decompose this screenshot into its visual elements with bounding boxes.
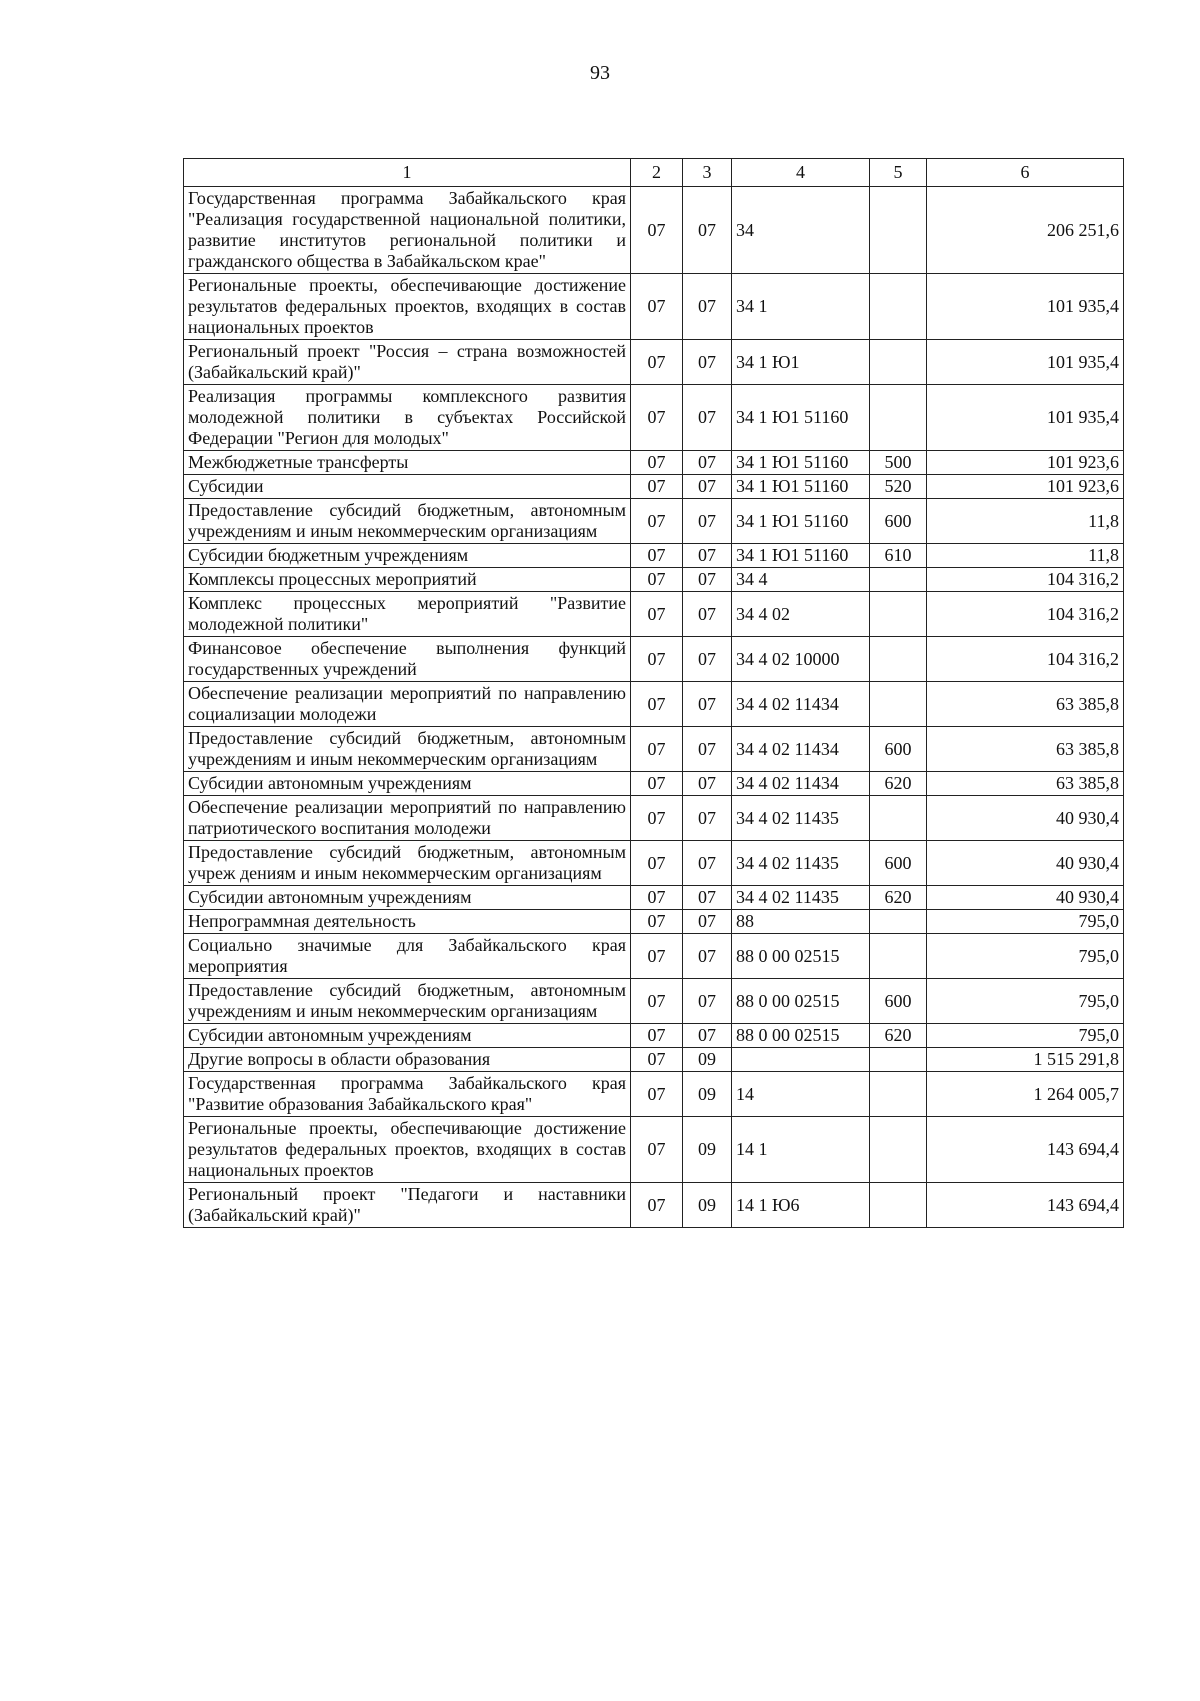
expense-type-cell [870, 568, 927, 592]
target-article-cell: 34 4 02 11434 [732, 727, 870, 772]
subsection-code-cell: 07 [683, 475, 732, 499]
section-code-cell: 07 [631, 592, 683, 637]
amount-cell: 795,0 [927, 979, 1124, 1024]
amount-cell: 63 385,8 [927, 772, 1124, 796]
expense-type-cell [870, 274, 927, 340]
target-article-cell: 34 1 Ю1 51160 [732, 544, 870, 568]
section-code-cell: 07 [631, 1024, 683, 1048]
subsection-code-cell: 07 [683, 1024, 732, 1048]
target-article-cell: 34 4 02 11435 [732, 841, 870, 886]
table-row [184, 568, 1124, 592]
subsection-code-cell: 07 [683, 772, 732, 796]
target-article-cell: 34 1 Ю1 51160 [732, 385, 870, 451]
column-header: 5 [870, 159, 927, 187]
expense-type-cell: 500 [870, 451, 927, 475]
table-row [184, 385, 1124, 451]
amount-cell: 101 935,4 [927, 274, 1124, 340]
section-code-cell: 07 [631, 772, 683, 796]
amount-cell: 63 385,8 [927, 682, 1124, 727]
table-row [184, 592, 1124, 637]
table-row [184, 274, 1124, 340]
expense-type-cell: 600 [870, 979, 927, 1024]
target-article-cell: 88 0 00 02515 [732, 1024, 870, 1048]
column-header: 4 [732, 159, 870, 187]
subsection-code-cell: 07 [683, 568, 732, 592]
table-row [184, 682, 1124, 727]
section-code-cell: 07 [631, 841, 683, 886]
target-article-cell [732, 1048, 870, 1072]
subsection-code-cell: 07 [683, 187, 732, 274]
table-row [184, 475, 1124, 499]
row-name-cell: Региональный проект "Россия – страна возможностей (Забайкальский край)" [184, 340, 631, 385]
amount-cell: 143 694,4 [927, 1117, 1124, 1183]
subsection-code-cell: 07 [683, 979, 732, 1024]
expense-type-cell [870, 1072, 927, 1117]
section-code-cell: 07 [631, 910, 683, 934]
target-article-cell: 88 [732, 910, 870, 934]
row-name-cell: Субсидии автономным учреждениям [184, 886, 631, 910]
section-code-cell: 07 [631, 1072, 683, 1117]
row-name-cell: Комплекс процессных мероприятий "Развитие молодежной политики" [184, 592, 631, 637]
table-row [184, 910, 1124, 934]
amount-cell: 143 694,4 [927, 1183, 1124, 1228]
table-body [184, 187, 1124, 1228]
amount-cell: 101 935,4 [927, 340, 1124, 385]
table-row [184, 886, 1124, 910]
amount-cell: 101 923,6 [927, 475, 1124, 499]
row-name-cell: Обеспечение реализации мероприятий по направлению патриотического воспитания молодежи [184, 796, 631, 841]
table-row [184, 544, 1124, 568]
row-name-cell: Реализация программы комплексного развития молодежной политики в субъектах Российской Федерации "Регион для молодых" [184, 385, 631, 451]
target-article-cell: 34 4 02 11435 [732, 886, 870, 910]
subsection-code-cell: 07 [683, 682, 732, 727]
amount-cell: 1 515 291,8 [927, 1048, 1124, 1072]
target-article-cell: 34 4 02 [732, 592, 870, 637]
table-row [184, 841, 1124, 886]
amount-cell: 101 923,6 [927, 451, 1124, 475]
target-article-cell: 88 0 00 02515 [732, 979, 870, 1024]
expense-type-cell [870, 340, 927, 385]
section-code-cell: 07 [631, 499, 683, 544]
subsection-code-cell: 07 [683, 910, 732, 934]
row-name-cell: Предоставление субсидий бюджетным, автономным учреж дениям и иным некоммерческим организациям [184, 841, 631, 886]
amount-cell: 795,0 [927, 910, 1124, 934]
row-name-cell: Финансовое обеспечение выполнения функций государственных учреждений [184, 637, 631, 682]
amount-cell: 206 251,6 [927, 187, 1124, 274]
expense-type-cell [870, 1183, 927, 1228]
expense-type-cell: 600 [870, 841, 927, 886]
budget-table [183, 158, 1124, 1228]
section-code-cell: 07 [631, 274, 683, 340]
subsection-code-cell: 07 [683, 385, 732, 451]
section-code-cell: 07 [631, 544, 683, 568]
amount-cell: 101 935,4 [927, 385, 1124, 451]
row-name-cell: Предоставление субсидий бюджетным, автономным учреждениям и иным некоммерческим организациям [184, 727, 631, 772]
target-article-cell: 14 1 [732, 1117, 870, 1183]
table-row [184, 187, 1124, 274]
subsection-code-cell: 07 [683, 727, 732, 772]
target-article-cell: 34 1 Ю1 [732, 340, 870, 385]
page-number: 93 [590, 62, 610, 84]
target-article-cell: 34 1 [732, 274, 870, 340]
row-name-cell: Субсидии автономным учреждениям [184, 1024, 631, 1048]
table-row [184, 1117, 1124, 1183]
section-code-cell: 07 [631, 187, 683, 274]
target-article-cell: 34 4 02 10000 [732, 637, 870, 682]
subsection-code-cell: 09 [683, 1048, 732, 1072]
row-name-cell: Региональные проекты, обеспечивающие достижение результатов федеральных проектов, входящих в состав национальных проектов [184, 1117, 631, 1183]
row-name-cell: Субсидии бюджетным учреждениям [184, 544, 631, 568]
subsection-code-cell: 07 [683, 886, 732, 910]
amount-cell: 63 385,8 [927, 727, 1124, 772]
amount-cell: 1 264 005,7 [927, 1072, 1124, 1117]
column-header: 1 [184, 159, 631, 187]
table-row [184, 934, 1124, 979]
table-row [184, 451, 1124, 475]
target-article-cell: 34 4 02 11435 [732, 796, 870, 841]
expense-type-cell [870, 637, 927, 682]
amount-cell: 11,8 [927, 499, 1124, 544]
amount-cell: 104 316,2 [927, 592, 1124, 637]
row-name-cell: Региональный проект "Педагоги и наставники (Забайкальский край)" [184, 1183, 631, 1228]
amount-cell: 40 930,4 [927, 886, 1124, 910]
expense-type-cell: 620 [870, 886, 927, 910]
section-code-cell: 07 [631, 934, 683, 979]
subsection-code-cell: 07 [683, 499, 732, 544]
table-row [184, 727, 1124, 772]
expense-type-cell [870, 187, 927, 274]
row-name-cell: Предоставление субсидий бюджетным, автономным учреждениям и иным некоммерческим организациям [184, 499, 631, 544]
table-row [184, 1024, 1124, 1048]
amount-cell: 40 930,4 [927, 841, 1124, 886]
section-code-cell: 07 [631, 340, 683, 385]
amount-cell: 795,0 [927, 934, 1124, 979]
target-article-cell: 34 4 [732, 568, 870, 592]
table-row [184, 1183, 1124, 1228]
target-article-cell: 34 1 Ю1 51160 [732, 475, 870, 499]
target-article-cell: 34 [732, 187, 870, 274]
expense-type-cell [870, 796, 927, 841]
table-row [184, 772, 1124, 796]
target-article-cell: 34 4 02 11434 [732, 772, 870, 796]
subsection-code-cell: 07 [683, 637, 732, 682]
amount-cell: 795,0 [927, 1024, 1124, 1048]
target-article-cell: 14 [732, 1072, 870, 1117]
subsection-code-cell: 09 [683, 1183, 732, 1228]
expense-type-cell [870, 934, 927, 979]
amount-cell: 40 930,4 [927, 796, 1124, 841]
table-row [184, 499, 1124, 544]
subsection-code-cell: 07 [683, 592, 732, 637]
amount-cell: 11,8 [927, 544, 1124, 568]
amount-cell: 104 316,2 [927, 637, 1124, 682]
expense-type-cell: 600 [870, 499, 927, 544]
target-article-cell: 14 1 Ю6 [732, 1183, 870, 1228]
table-row [184, 637, 1124, 682]
section-code-cell: 07 [631, 451, 683, 475]
section-code-cell: 07 [631, 979, 683, 1024]
target-article-cell: 34 1 Ю1 51160 [732, 451, 870, 475]
expense-type-cell [870, 682, 927, 727]
section-code-cell: 07 [631, 682, 683, 727]
row-name-cell: Комплексы процессных мероприятий [184, 568, 631, 592]
row-name-cell: Межбюджетные трансферты [184, 451, 631, 475]
expense-type-cell: 620 [870, 772, 927, 796]
section-code-cell: 07 [631, 1183, 683, 1228]
expense-type-cell [870, 1048, 927, 1072]
subsection-code-cell: 07 [683, 796, 732, 841]
row-name-cell: Субсидии автономным учреждениям [184, 772, 631, 796]
column-header: 2 [631, 159, 683, 187]
expense-type-cell [870, 910, 927, 934]
table-row [184, 979, 1124, 1024]
expense-type-cell: 520 [870, 475, 927, 499]
row-name-cell: Государственная программа Забайкальского края "Развитие образования Забайкальского края" [184, 1072, 631, 1117]
table-row [184, 340, 1124, 385]
section-code-cell: 07 [631, 475, 683, 499]
subsection-code-cell: 07 [683, 544, 732, 568]
expense-type-cell [870, 385, 927, 451]
target-article-cell: 34 4 02 11434 [732, 682, 870, 727]
table-row [184, 796, 1124, 841]
table-row [184, 1072, 1124, 1117]
section-code-cell: 07 [631, 796, 683, 841]
section-code-cell: 07 [631, 637, 683, 682]
target-article-cell: 34 1 Ю1 51160 [732, 499, 870, 544]
table-header-row [184, 159, 1124, 187]
subsection-code-cell: 07 [683, 451, 732, 475]
section-code-cell: 07 [631, 1048, 683, 1072]
expense-type-cell: 600 [870, 727, 927, 772]
row-name-cell: Государственная программа Забайкальского края "Реализация государственной национальной политики, развитие институтов региональной политики и гражданского общества в Забайкальском крае" [184, 187, 631, 274]
expense-type-cell [870, 1117, 927, 1183]
column-header: 6 [927, 159, 1124, 187]
row-name-cell: Социально значимые для Забайкальского края мероприятия [184, 934, 631, 979]
section-code-cell: 07 [631, 1117, 683, 1183]
expense-type-cell [870, 592, 927, 637]
row-name-cell: Предоставление субсидий бюджетным, автономным учреждениям и иным некоммерческим организациям [184, 979, 631, 1024]
table-row [184, 1048, 1124, 1072]
subsection-code-cell: 07 [683, 340, 732, 385]
expense-type-cell: 610 [870, 544, 927, 568]
section-code-cell: 07 [631, 727, 683, 772]
row-name-cell: Непрограммная деятельность [184, 910, 631, 934]
section-code-cell: 07 [631, 385, 683, 451]
section-code-cell: 07 [631, 886, 683, 910]
amount-cell: 104 316,2 [927, 568, 1124, 592]
target-article-cell: 88 0 00 02515 [732, 934, 870, 979]
row-name-cell: Обеспечение реализации мероприятий по направлению социализации молодежи [184, 682, 631, 727]
subsection-code-cell: 07 [683, 934, 732, 979]
row-name-cell: Региональные проекты, обеспечивающие достижение результатов федеральных проектов, входящих в состав национальных проектов [184, 274, 631, 340]
subsection-code-cell: 07 [683, 274, 732, 340]
section-code-cell: 07 [631, 568, 683, 592]
row-name-cell: Другие вопросы в области образования [184, 1048, 631, 1072]
subsection-code-cell: 07 [683, 841, 732, 886]
subsection-code-cell: 09 [683, 1072, 732, 1117]
row-name-cell: Субсидии [184, 475, 631, 499]
column-header: 3 [683, 159, 732, 187]
subsection-code-cell: 09 [683, 1117, 732, 1183]
expense-type-cell: 620 [870, 1024, 927, 1048]
